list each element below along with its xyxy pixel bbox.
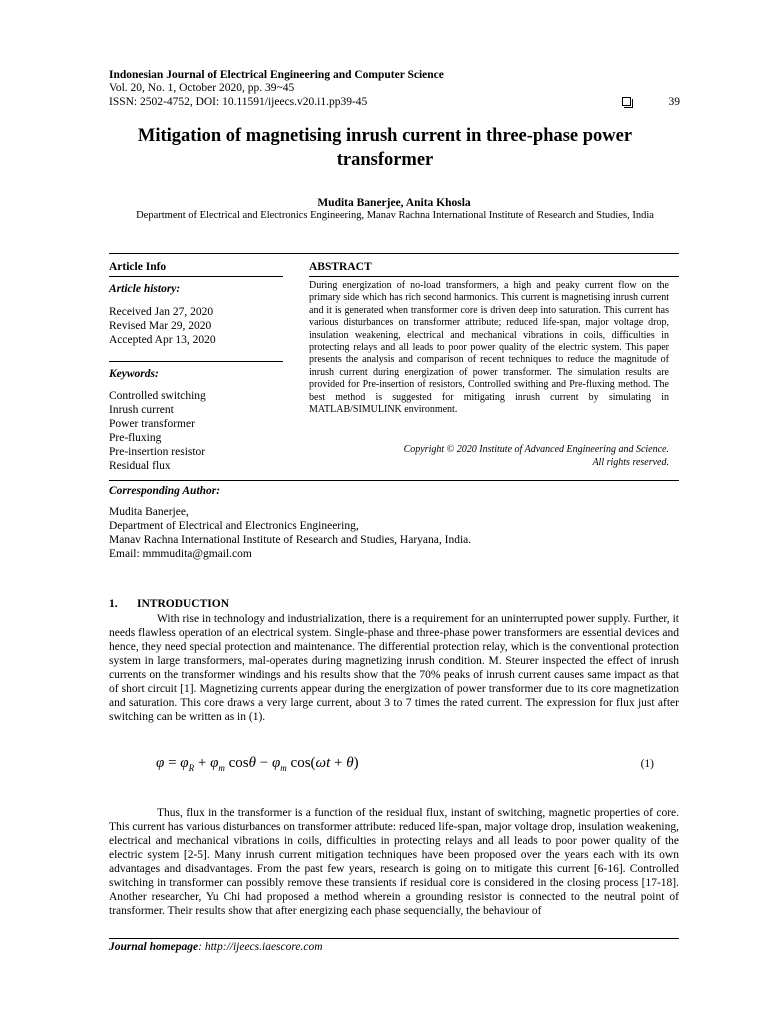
paragraph-text: With rise in technology and industrialization, there is a requirement for an uninterrupted power supply. Further, it needs flawless operation of an electrical system. Single-phase and three-phase power transformers are essential devices and hence, they need special protection and maintenance. The differential protection relay, which is the conventional protection system in large transformers, mal-operates during magnetizing inrush condition. M. Steurer inspected the effect of inrush currents on the transformer windings and his results show that the 70% peaks of inrush current causes same impact as that of short circuit [1]. Magnetizing currents appear during the energization of power transformer due to its core magnetization and saturation. This core draws a very large current, about 3 to 7 times the rated current. The expression for flux just after switching can be written as in (1).: [109, 613, 679, 723]
corresponding-line: Email: mmmudita@gmail.com: [109, 548, 252, 560]
copyright-line: All rights reserved.: [592, 456, 669, 468]
equation-flux: $\varphi = \varphi_R + \varphi_m$ $\cos\theta - \varphi_m$ cos(ωt + θ): [156, 755, 359, 773]
divider-abstract-head: [309, 276, 679, 277]
corresponding-details: [109, 505, 679, 561]
journal-homepage: [109, 941, 323, 953]
journal-volume: Vol. 20, No. 1, October 2020, pp. 39~45: [109, 82, 295, 94]
footer-divider: [109, 938, 679, 939]
divider-keywords: [109, 361, 283, 362]
section-number: 1.: [109, 598, 118, 610]
page-number: 39: [668, 96, 680, 108]
journal-name: Indonesian Journal of Electrical Engineering and Computer Science: [109, 69, 444, 81]
article-history-heading: Article history:: [109, 283, 181, 295]
equation-number: (1): [640, 758, 654, 770]
authors: Mudita Banerjee, Anita Khosla: [317, 197, 471, 209]
section-heading: [109, 598, 229, 610]
corresponding-line: Manav Rachna International Institute of Research and Studies, Haryana, India.: [109, 534, 472, 546]
section-title: INTRODUCTION: [137, 598, 230, 610]
paragraph-text: Thus, flux in the transformer is a function of the residual flux, instant of switching, magnetic properties of core. This current has various disturbances on transformer attribute: reduced life-span, major voltage drop, insulation weakening, electrical and mechanical vibrations in coils, difficulties in protecting relays and all leads to poor power quality of the electric system [2-5]. Many inrush current mitigation techniques have been proposed over the years each with its own advantages and disadvantages. From the past few years, research is going on to mitigate this current [6-16]. Controlled switching in transformer can possibly remove these transients if residual core is considered in the closing process [17-18]. Another researcher, Yu Chi had proposed a method wherein a grounding resistor is connected to the neutral point of transformer. Their results show that after energizing each phase sequencially, the behaviour of: [109, 807, 679, 917]
corresponding-heading: Corresponding Author:: [109, 485, 221, 497]
keywords-heading: Keywords:: [109, 368, 159, 380]
keyword-item: Pre-fluxing: [109, 432, 162, 444]
keyword-item: Inrush current: [109, 404, 174, 416]
abstract-heading: ABSTRACT: [309, 261, 372, 273]
intro-paragraph-1: [109, 612, 679, 724]
abstract-text: During energization of no-load transformers, a high and peaky current flow on the primary side which has rich second harmonics. This current is magnetising inrush current and it is generated when transformer core is driven deep into saturation. This current has various disturbances on transformer attribute; reduced life-span, major voltage drop, insulation weakening, electrical and mechanical vibrations in coils, difficulties in protecting relays and all leads to poor power quality of the electric system. This paper presents the analysis and comparison of recent techniques to reduce the magnitude of inrush current during energization of power transformer. The simulation results are provided for Pre-insertion of resistors, Controlled swithing and Pre-fluxing method. The best method is suggested for mitigating inrush current by simulating in MATLAB/SIMULINK environment.: [309, 280, 669, 416]
divider-corresponding: [109, 480, 679, 481]
keyword-item: Power transformer: [109, 418, 195, 430]
keyword-item: Controlled switching: [109, 390, 206, 402]
corresponding-line: Mudita Banerjee,: [109, 506, 189, 518]
history-item: Received Jan 27, 2020: [109, 306, 214, 318]
copyright: [309, 444, 669, 469]
homepage-url[interactable]: : http://ijeecs.iaescore.com: [198, 941, 323, 953]
corresponding-line: Department of Electrical and Electronics Engineering,: [109, 520, 359, 532]
divider-top: [109, 253, 679, 254]
intro-paragraph-2: [109, 806, 679, 918]
homepage-label: Journal homepage: [109, 941, 199, 953]
history-item: Accepted Apr 13, 2020: [109, 334, 216, 346]
keyword-item: Pre-insertion resistor: [109, 446, 206, 458]
divider-info-head: [109, 276, 283, 277]
copyright-line: Copyright © 2020 Institute of Advanced Engineering and Science.: [403, 444, 669, 455]
square-bullet-icon: [622, 97, 631, 106]
article-info-heading: Article Info: [109, 261, 167, 273]
history-item: Revised Mar 29, 2020: [109, 320, 212, 332]
paper-title: Mitigation of magnetising inrush current in three-phase power transformer: [137, 126, 633, 170]
affiliation: Department of Electrical and Electronics Engineering, Manav Rachna International Institute of Research and Studies, India: [136, 210, 654, 221]
journal-issn: ISSN: 2502-4752, DOI: 10.11591/ijeecs.v20.i1.pp39-45: [109, 96, 368, 108]
keyword-item: Residual flux: [109, 460, 171, 472]
